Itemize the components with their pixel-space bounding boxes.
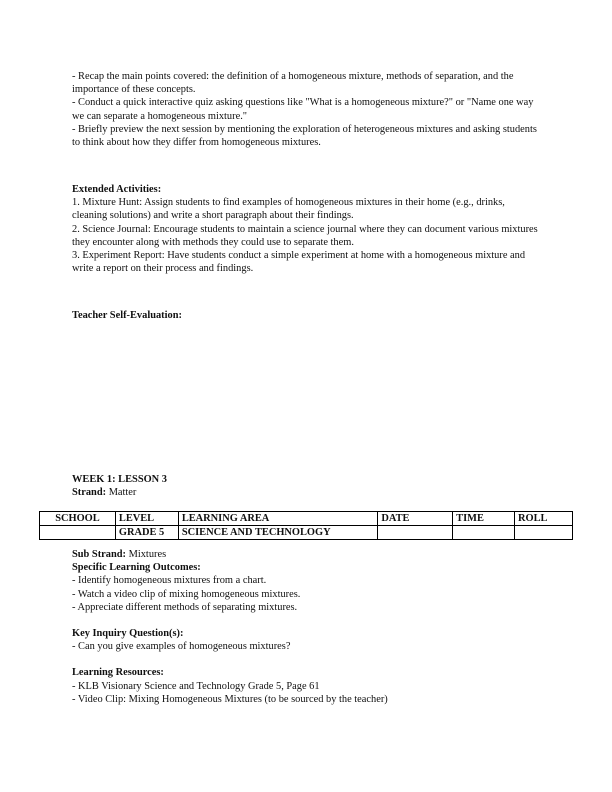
table-row — [40, 526, 573, 540]
preview-line: - Briefly preview the next session by mentioning the exploration of heterogeneous mixtures and asking students to think about how they differ from homogeneous mixtures. — [72, 123, 537, 149]
header-school: SCHOOL — [40, 512, 116, 526]
strand-label: Strand: — [72, 487, 107, 499]
cell-date — [378, 526, 453, 540]
lesson-header — [72, 473, 542, 499]
cell-roll — [515, 526, 573, 540]
header-roll: ROLL — [515, 512, 573, 526]
sub-strand-value: Mixtures — [128, 549, 167, 560]
resources-heading: Learning Resources: — [72, 667, 164, 679]
extended-activities-heading: Extended Activities: — [72, 184, 162, 195]
self-evaluation-heading: Teacher Self-Evaluation: — [72, 310, 182, 321]
table-header-row — [40, 512, 573, 526]
resource-item: - Video Clip: Mixing Homogeneous Mixtures (to be sourced by the teacher) — [72, 693, 388, 705]
resource-item: - KLB Visionary Science and Technology Grade 5, Page 61 — [72, 680, 320, 692]
lesson-info-table — [39, 511, 573, 540]
extended-activity-item: 1. Mixture Hunt: Assign students to find examples of homogeneous mixtures in their home (e.g., drinks, cleaning solutions) and write a short paragraph about their findings. — [72, 197, 505, 222]
outcome-item: - Watch a video clip of mixing homogeneous mixtures. — [72, 588, 301, 600]
cell-level: GRADE 5 — [115, 526, 178, 540]
header-learning-area: LEARNING AREA — [178, 512, 378, 526]
inquiry-item: - Can you give examples of homogeneous mixtures? — [72, 641, 291, 653]
recap-line: - Recap the main points covered: the definition of a homogeneous mixture, methods of separation, and the importance of these concepts. — [72, 71, 514, 96]
week-lesson-title: WEEK 1: LESSON 3 — [72, 474, 167, 485]
conclusion-section — [72, 70, 542, 149]
self-evaluation-section — [72, 309, 542, 322]
header-date: DATE — [378, 512, 453, 526]
header-time: TIME — [453, 512, 515, 526]
outcomes-heading: Specific Learning Outcomes: — [72, 562, 201, 574]
lesson-details-section — [72, 548, 542, 706]
strand-value: Matter — [108, 487, 137, 499]
extended-activity-item: 3. Experiment Report: Have students conduct a simple experiment at home with a homogeneous mixture and write a report on their process and findings. — [72, 250, 526, 275]
cell-school — [40, 526, 116, 540]
sub-strand-line — [72, 548, 542, 561]
cell-learning-area: SCIENCE AND TECHNOLOGY — [178, 526, 378, 540]
header-level: LEVEL — [115, 512, 178, 526]
quiz-line: - Conduct a quick interactive quiz asking questions like "What is a homogeneous mixture?" or "Name one way we can separate a homogeneous mixture." — [72, 97, 534, 122]
outcome-item: - Identify homogeneous mixtures from a chart. — [72, 575, 267, 587]
sub-strand-label: Sub Strand: — [72, 549, 126, 560]
cell-time — [453, 526, 515, 540]
extended-activities-section — [72, 183, 542, 275]
spacer — [72, 614, 542, 627]
inquiry-heading: Key Inquiry Question(s): — [72, 628, 184, 640]
outcome-item: - Appreciate different methods of separating mixtures. — [72, 601, 298, 613]
strand-line — [72, 486, 542, 499]
spacer — [72, 653, 542, 666]
extended-activity-item: 2. Science Journal: Encourage students to maintain a science journal where they can document various mixtures they encounter along with methods they could use to separate them. — [72, 223, 538, 248]
